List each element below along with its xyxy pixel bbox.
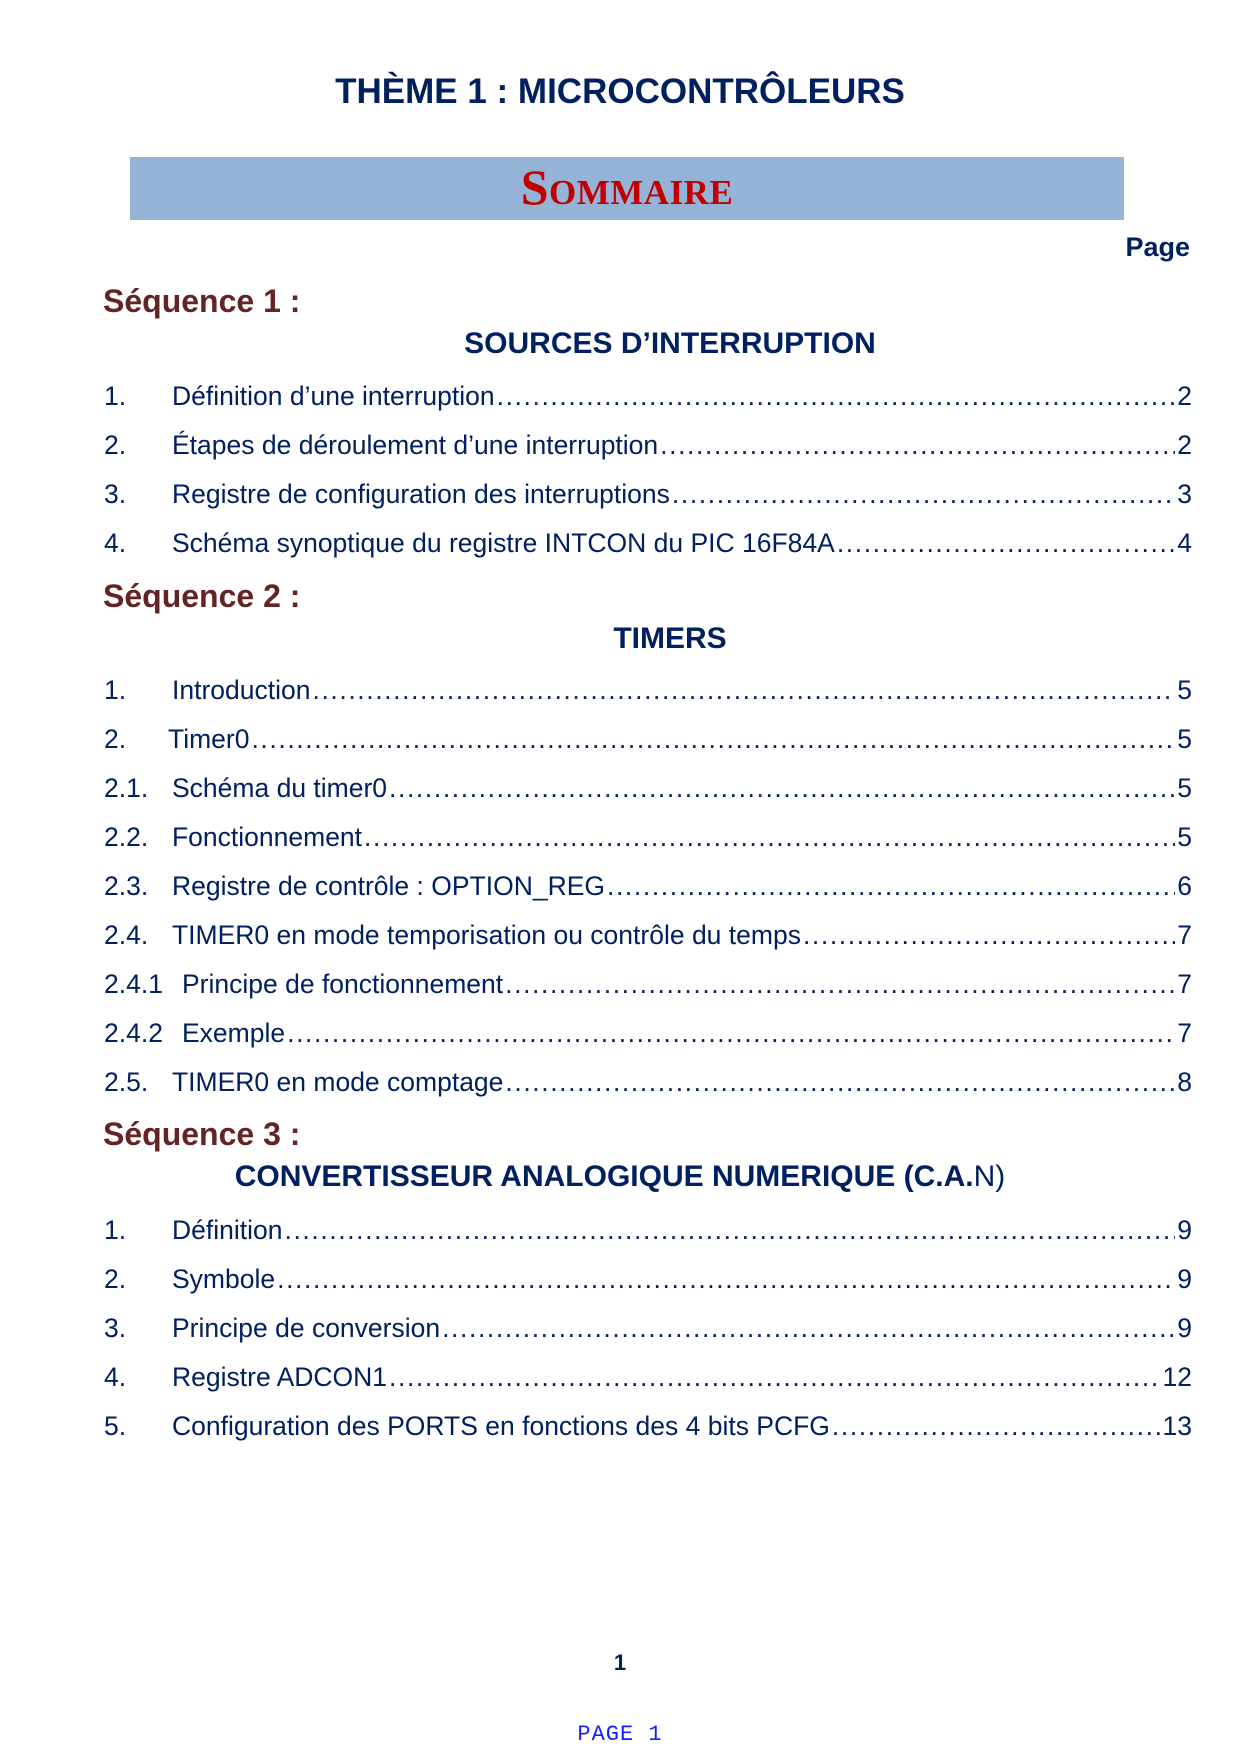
toc-entry-number: 1. <box>104 675 127 705</box>
dot-leader <box>672 479 1175 510</box>
toc-entry-label: Registre ADCON1 <box>172 1362 388 1392</box>
toc-entry-label: Schéma synoptique du registre INTCON du PIC 16F84A <box>172 528 835 558</box>
toc-entry[interactable] <box>104 724 1192 758</box>
dot-leader <box>251 724 1175 755</box>
toc-entry[interactable] <box>104 1313 1192 1347</box>
toc-entry[interactable] <box>104 430 1192 464</box>
toc-entry-number: 4. <box>104 1362 127 1392</box>
toc-entry-label: Définition d’une interruption <box>172 381 495 411</box>
toc-entry-number: 2. <box>104 724 127 754</box>
toc-entry[interactable] <box>104 528 1192 562</box>
dot-leader <box>660 430 1175 461</box>
toc-entry-number: 2.5. <box>104 1067 149 1097</box>
dot-leader <box>497 381 1176 412</box>
toc-entry-label: Définition <box>172 1215 283 1245</box>
toc-entry-page: 5 <box>1177 724 1192 754</box>
toc-entry-label: Exemple <box>182 1018 286 1048</box>
toc-entry-page: 4 <box>1177 528 1192 558</box>
toc-entry-number: 3. <box>104 1313 127 1343</box>
toc-entry[interactable] <box>104 969 1192 1003</box>
summary-heading: Sommaire <box>520 159 734 215</box>
document-title: THÈME 1 : MICROCONTRÔLEURS <box>335 72 905 111</box>
sequence-3-title <box>0 1160 1240 1194</box>
footer-page-marker: PAGE 1 <box>577 1722 663 1747</box>
dot-leader <box>442 1313 1175 1344</box>
toc-entry-number: 3. <box>104 479 127 509</box>
toc-entry-label: Timer0 <box>168 724 250 754</box>
sequence-1-label: Séquence 1 : <box>103 283 301 319</box>
toc-entry-label: Étapes de déroulement d’une interruption <box>172 430 659 460</box>
toc-entry-number: 2.4.2 <box>104 1018 163 1048</box>
dot-leader <box>505 1067 1175 1098</box>
toc-entry-label: Schéma du timer0 <box>172 773 388 803</box>
dot-leader <box>505 969 1175 1000</box>
toc-entry-number: 2. <box>104 1264 127 1294</box>
dot-leader <box>284 1215 1175 1246</box>
toc-entry[interactable] <box>104 920 1192 954</box>
toc-entry-number: 2.3. <box>104 871 149 901</box>
toc-entry-page: 6 <box>1177 871 1192 901</box>
dot-leader <box>803 920 1175 951</box>
toc-entry[interactable] <box>104 675 1192 709</box>
toc-entry-page: 7 <box>1177 969 1192 999</box>
toc-entry-label: TIMER0 en mode temporisation ou contrôle du temps <box>172 920 801 950</box>
sequence-3-title-regular: N) <box>973 1160 1006 1193</box>
toc-entry-number: 1. <box>104 381 127 411</box>
toc-entry-number: 2. <box>104 430 127 460</box>
page-column-label: Page <box>1125 232 1190 262</box>
toc-entry-label: Registre de contrôle : OPTION_REG <box>172 871 605 901</box>
toc-entry-number: 5. <box>104 1411 127 1441</box>
toc-entry[interactable] <box>104 479 1192 513</box>
sequence-3-title-bold: CONVERTISSEUR ANALOGIQUE NUMERIQUE (C.A. <box>234 1160 974 1193</box>
toc-entry-page: 5 <box>1177 773 1192 803</box>
sequence-2-label: Séquence 2 : <box>103 578 301 614</box>
toc-entry-page: 7 <box>1177 1018 1192 1048</box>
toc-entry-label: Registre de configuration des interruptions <box>172 479 670 509</box>
toc-entry-page: 2 <box>1177 381 1192 411</box>
toc-entry-page: 3 <box>1177 479 1192 509</box>
toc-entry-label: Principe de fonctionnement <box>182 969 504 999</box>
toc-entry-page: 12 <box>1162 1362 1192 1392</box>
dot-leader <box>389 773 1175 804</box>
dot-leader <box>832 1411 1161 1442</box>
toc-entry[interactable] <box>104 1362 1192 1396</box>
toc-entry[interactable] <box>104 773 1192 807</box>
toc-entry[interactable] <box>104 1264 1192 1298</box>
summary-banner <box>130 157 1124 220</box>
dot-leader <box>364 822 1175 853</box>
toc-entry-number: 2.4. <box>104 920 149 950</box>
toc-entry-number: 1. <box>104 1215 127 1245</box>
toc-entry-page: 8 <box>1177 1067 1192 1097</box>
toc-entry-label: Fonctionnement <box>172 822 363 852</box>
toc-entry-label: Symbole <box>172 1264 276 1294</box>
toc-entry-page: 7 <box>1177 920 1192 950</box>
sequence-2-title: TIMERS <box>613 622 727 655</box>
toc-entry-page: 9 <box>1177 1313 1192 1343</box>
dot-leader <box>287 1018 1175 1049</box>
toc-entry-number: 2.1. <box>104 773 149 803</box>
toc-entry-label: Principe de conversion <box>172 1313 441 1343</box>
toc-entry-page: 9 <box>1177 1215 1192 1245</box>
toc-entry-number: 2.4.1 <box>104 969 163 999</box>
sequence-3-label: Séquence 3 : <box>103 1116 301 1152</box>
footer-page-number: 1 <box>613 1650 627 1675</box>
toc-entry-label: Configuration des PORTS en fonctions des 4 bits PCFG <box>172 1411 830 1441</box>
dot-leader <box>607 871 1175 902</box>
toc-entry[interactable] <box>104 381 1192 415</box>
toc-entry[interactable] <box>104 822 1192 856</box>
toc-entry[interactable] <box>104 1411 1192 1445</box>
toc-entry[interactable] <box>104 871 1192 905</box>
sequence-1-title: SOURCES D’INTERRUPTION <box>464 327 876 360</box>
toc-entry-page: 5 <box>1177 675 1192 705</box>
dot-leader <box>312 675 1175 706</box>
toc-entry-number: 2.2. <box>104 822 149 852</box>
toc-entry-number: 4. <box>104 528 127 558</box>
toc-entry-page: 9 <box>1177 1264 1192 1294</box>
dot-leader <box>277 1264 1175 1295</box>
toc-entry-page: 13 <box>1162 1411 1192 1441</box>
toc-entry-label: Introduction <box>172 675 311 705</box>
toc-entry-page: 2 <box>1177 430 1192 460</box>
toc-entry-page: 5 <box>1177 822 1192 852</box>
toc-entry-label: TIMER0 en mode comptage <box>172 1067 504 1097</box>
toc-entry[interactable] <box>104 1018 1192 1052</box>
dot-leader <box>389 1362 1161 1393</box>
dot-leader <box>837 528 1175 559</box>
toc-entry[interactable] <box>104 1067 1192 1101</box>
toc-entry[interactable] <box>104 1215 1192 1249</box>
